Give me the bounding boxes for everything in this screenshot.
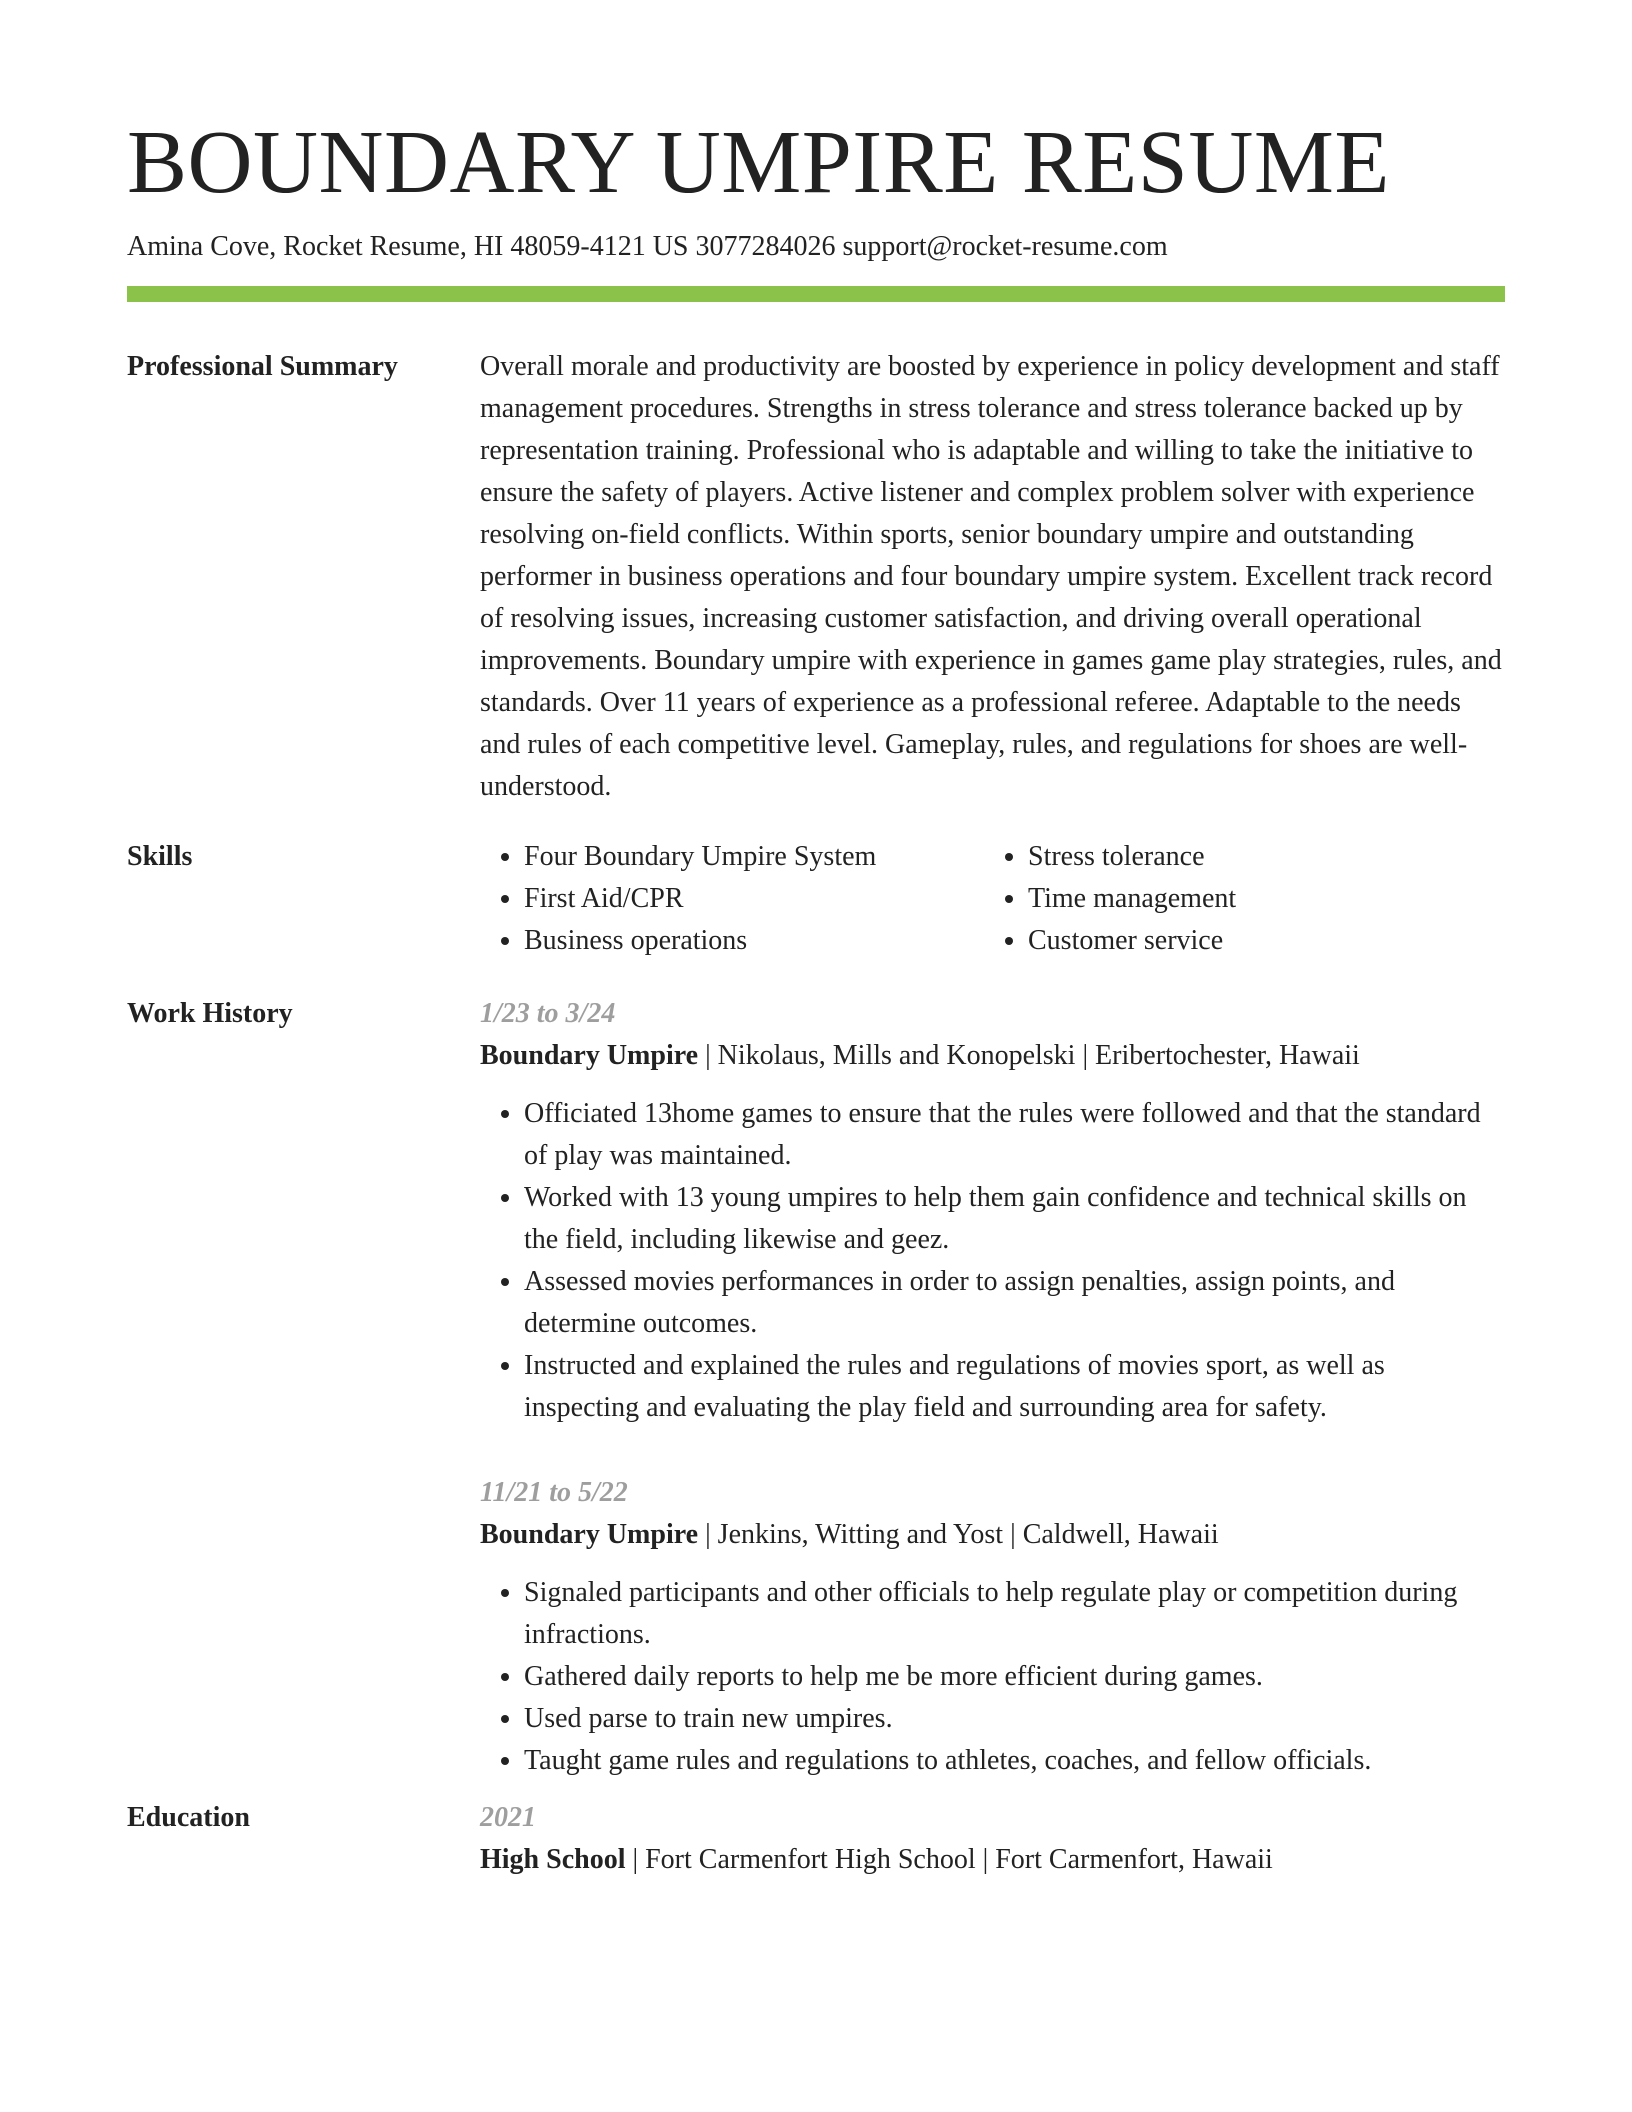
summary-heading: Professional Summary bbox=[127, 351, 398, 382]
education-heading-line bbox=[480, 1839, 1505, 1881]
skills-column-left bbox=[480, 836, 984, 962]
skills-list bbox=[480, 836, 1505, 962]
education-heading: Education bbox=[127, 1802, 250, 1833]
contact-line: Amina Cove, Rocket Resume, HI 48059-4121 US 3077284026 support@rocket-resume.com bbox=[127, 231, 1168, 262]
work-history-body bbox=[480, 993, 1505, 1782]
job-duty-item: • Instructed and explained the rules and regulations of movies sport, as well as inspecting and evaluating the play field and surrounding area for safety. bbox=[524, 1345, 1505, 1429]
job-duty-item: • Used parse to train new umpires. bbox=[524, 1698, 1505, 1740]
accent-divider bbox=[127, 286, 1505, 302]
job-entry bbox=[480, 993, 1505, 1429]
job-title: Boundary Umpire bbox=[480, 1040, 699, 1071]
job-duties bbox=[480, 1093, 1505, 1429]
job-heading bbox=[480, 1035, 1505, 1077]
job-employer-location: | Jenkins, Witting and Yost | Caldwell, Hawaii bbox=[698, 1519, 1219, 1550]
job-duty-item: • Assessed movies performances in order to assign penalties, assign points, and determine outcomes. bbox=[524, 1261, 1505, 1345]
job-duties bbox=[480, 1572, 1505, 1782]
skill-item: • Four Boundary Umpire System bbox=[524, 836, 984, 878]
job-duty-item: • Worked with 13 young umpires to help them gain confidence and technical skills on the field, including likewise and geez. bbox=[524, 1177, 1505, 1261]
job-employer-location: | Nikolaus, Mills and Konopelski | Eribertochester, Hawaii bbox=[698, 1040, 1360, 1071]
job-duty-item: • Officiated 13home games to ensure that the rules were followed and that the standard of play was maintained. bbox=[524, 1093, 1505, 1177]
skill-item: • Stress tolerance bbox=[1028, 836, 1488, 878]
skill-item: • Time management bbox=[1028, 878, 1488, 920]
job-duty-item: • Gathered daily reports to help me be more efficient during games. bbox=[524, 1656, 1505, 1698]
summary-body bbox=[480, 346, 1505, 808]
job-dates: 11/21 to 5/22 bbox=[480, 1477, 628, 1508]
resume-title: BOUNDARY UMPIRE RESUME bbox=[127, 113, 1390, 212]
skills-column-right bbox=[984, 836, 1488, 962]
job-dates: 1/23 to 3/24 bbox=[480, 998, 616, 1029]
skill-item: • First Aid/CPR bbox=[524, 878, 984, 920]
education-body bbox=[480, 1797, 1505, 1881]
education-degree: High School bbox=[480, 1844, 626, 1875]
job-heading bbox=[480, 1514, 1505, 1556]
job-entry bbox=[480, 1472, 1505, 1782]
skill-item: • Customer service bbox=[1028, 920, 1488, 962]
work-history-heading: Work History bbox=[127, 998, 293, 1029]
summary-text: Overall morale and productivity are boosted by experience in policy development and staff management procedures. Strengths in stress tolerance and stress tolerance backed up by representation training. Professional who is adaptable and willing to take the initiative to ensure the safety of players. Active listener and complex problem solver with experience resolving on-field conflicts. Within sports, senior boundary umpire and outstanding performer in business operations and four boundary umpire system. Excellent track record of resolving issues, increasing customer satisfaction, and driving overall operational improvements. Boundary umpire with experience in games game play strategies, rules, and standards. Over 11 years of experience as a professional referee. Adaptable to the needs and rules of each competitive level. Gameplay, rules, and regulations for shoes are well-understood. bbox=[480, 351, 1502, 802]
education-school-location: | Fort Carmenfort High School | Fort Carmenfort, Hawaii bbox=[625, 1844, 1273, 1875]
job-title: Boundary Umpire bbox=[480, 1519, 699, 1550]
job-duty-item: • Signaled participants and other officials to help regulate play or competition during infractions. bbox=[524, 1572, 1505, 1656]
skill-item: • Business operations bbox=[524, 920, 984, 962]
skills-heading: Skills bbox=[127, 841, 193, 872]
education-date: 2021 bbox=[480, 1802, 536, 1833]
job-duty-item: • Taught game rules and regulations to athletes, coaches, and fellow officials. bbox=[524, 1740, 1505, 1782]
